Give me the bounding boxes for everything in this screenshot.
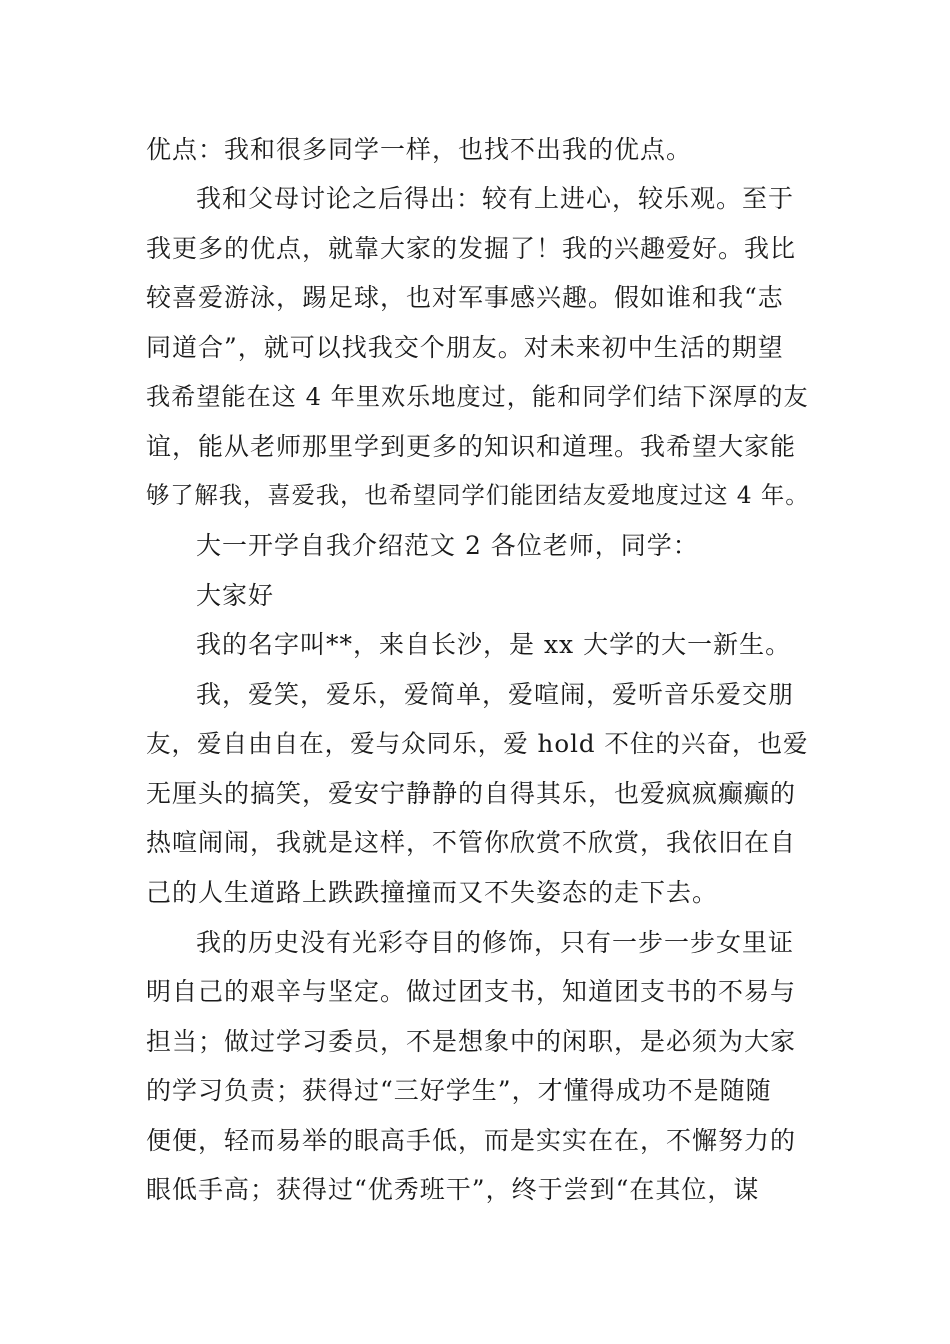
text-line: 眼低手高；获得过“优秀班干”，终于尝到“在其位，谋 [146, 1175, 760, 1204]
text-line: 我，爱笑，爱乐，爱简单，爱喧闹，爱听音乐爱交朋 [196, 680, 795, 709]
section-heading: 大一开学自我介绍范文 2 各位老师，同学： [196, 531, 699, 560]
text-line: 己的人生道路上跌跌撞撞而又不失姿态的走下去。 [146, 878, 719, 907]
text-line: 同道合”，就可以找我交个朋友。对未来初中生活的期望 [146, 333, 784, 362]
text-line: 友，爱自由自在，爱与众同乐，爱 hold 不住的兴奋，也爱 [146, 729, 809, 758]
text-line: 担当；做过学习委员，不是想象中的闲职，是必须为大家 [146, 1027, 797, 1056]
text-line: 我和父母讨论之后得出：较有上进心，较乐观。至于 [196, 184, 795, 213]
greeting: 大家好 [196, 581, 275, 610]
text-line: 我希望能在这 4 年里欢乐地度过，能和同学们结下深厚的友 [146, 383, 809, 411]
text-line: 明自己的艰辛与坚定。做过团支书，知道团支书的不易与 [146, 977, 797, 1006]
text-line: 的学习负责；获得过“三好学生”，才懂得成功不是随随 [146, 1076, 772, 1105]
text-line: 优点：我和很多同学一样，也找不出我的优点。 [146, 135, 693, 164]
text-line: 较喜爱游泳，踢足球，也对军事感兴趣。假如谁和我“志 [146, 283, 784, 312]
text-line: 我更多的优点，就靠大家的发掘了！我的兴趣爱好。我比 [146, 234, 797, 263]
text-line: 够了解我，喜爱我，也希望同学们能团结友爱地度过这 4 年。 [146, 482, 810, 509]
text-line: 热喧闹闹，我就是这样，不管你欣赏不欣赏，我依旧在自 [146, 828, 797, 857]
text-line: 便便，轻而易举的眼高手低，而是实实在在，不懈努力的 [146, 1126, 797, 1155]
text-line: 无厘头的搞笑，爱安宁静静的自得其乐，也爱疯疯癫癫的 [146, 779, 797, 808]
text-line: 谊，能从老师那里学到更多的知识和道理。我希望大家能 [146, 432, 797, 461]
text-line: 我的历史没有光彩夺目的修饰，只有一步一步女里证 [196, 928, 795, 957]
text-line: 我的名字叫**，来自长沙，是 xx 大学的大一新生。 [196, 630, 792, 659]
